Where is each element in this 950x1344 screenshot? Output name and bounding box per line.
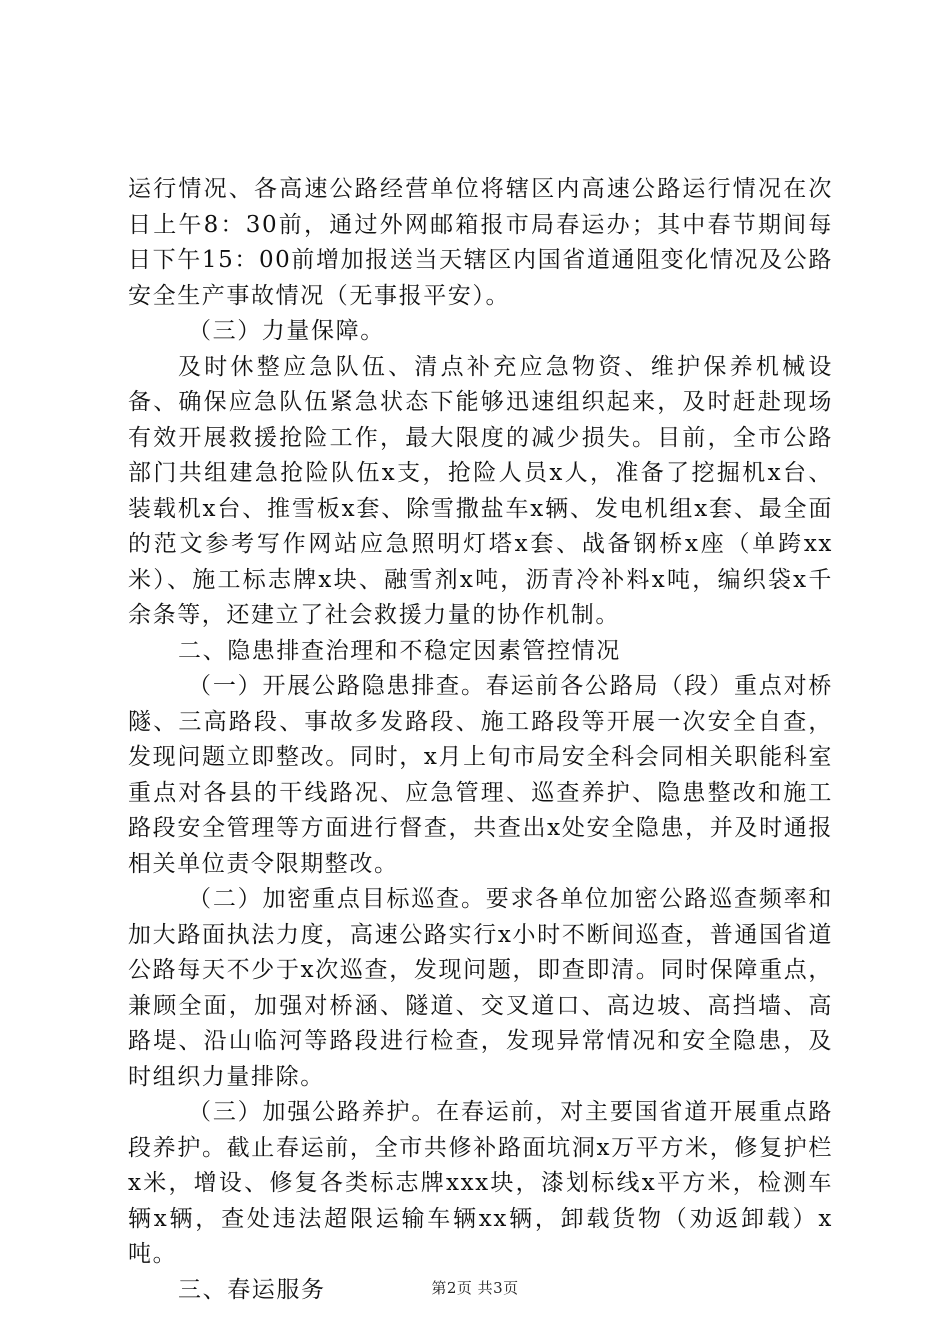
document-body [128, 172, 833, 1308]
paragraph-hazard-inspection: （一）开展公路隐患排查。春运前各公路局（段）重点对桥隧、三高路段、事故多发路段、施工路段等开展一次安全自查，发现问题立即整改。同时，x月上旬市局安全科会同相关职能科室重点对各县的干线路况、应急管理、巡查养护、隐患整改和施工路段安全管理等方面进行督查，共查出x处安全隐患，并及时通报相关单位责令限期整改。 [128, 673, 833, 877]
section-heading-hazard-investigation: 二、隐患排查治理和不稳定因素管控情况 [178, 637, 621, 664]
paragraph-emergency-resources: 及时休整应急队伍、清点补充应急物资、维护保养机械设备、确保应急队伍紧急状态下能够迅速组织起来，及时赶赴现场有效开展救援抢险工作，最大限度的减少损失。目前，全市公路部门共组建急抢险队伍x支，抢险人员x人，准备了挖掘机x台、装载机x台、推雪板x套、除雪撒盐车x辆、发电机组x套、最全面的范文参考写作网站应急照明灯塔x套、战备钢桥x座（单跨xx米）、施工标志牌x块、融雪剂x吨，沥青冷补料x吨，编织袋x千余条等，还建立了社会救援力量的协作机制。 [128, 353, 833, 628]
page-number-footer: 第2页 共3页 [431, 1279, 519, 1297]
section-heading-spring-transport-service: 三、春运服务 [178, 1276, 326, 1303]
paragraph-road-maintenance: （三）加强公路养护。在春运前，对主要国省道开展重点路段养护。截止春运前，全市共修补路面坑洞x万平方米，修复护栏x米，增设、修复各类标志牌xxx块，漆划标线x平方米，检测车辆x辆，查处违法超限运输车辆xx辆，卸载货物（劝返卸载）x吨。 [128, 1099, 833, 1267]
paragraph-continuation: 运行情况、各高速公路经营单位将辖区内高速公路运行情况在次日上午8：30前，通过外网邮箱报市局春运办；其中春节期间每日下午15：00前增加报送当天辖区内国省道通阻变化情况及公路安全生产事故情况（无事报平安）。 [128, 176, 833, 309]
paragraph-patrol-intensification: （二）加密重点目标巡查。要求各单位加密公路巡查频率和加大路面执法力度，高速公路实行x小时不断间巡查，普通国省道公路每天不少于x次巡查，发现问题，即查即清。同时保障重点，兼顾全面，加强对桥涵、隧道、交叉道口、高边坡、高挡墙、高路堤、沿山临河等路段进行检查，发现异常情况和安全隐患，及时组织力量排除。 [128, 886, 833, 1090]
subheading-strength-guarantee: （三）力量保障。 [188, 318, 385, 344]
